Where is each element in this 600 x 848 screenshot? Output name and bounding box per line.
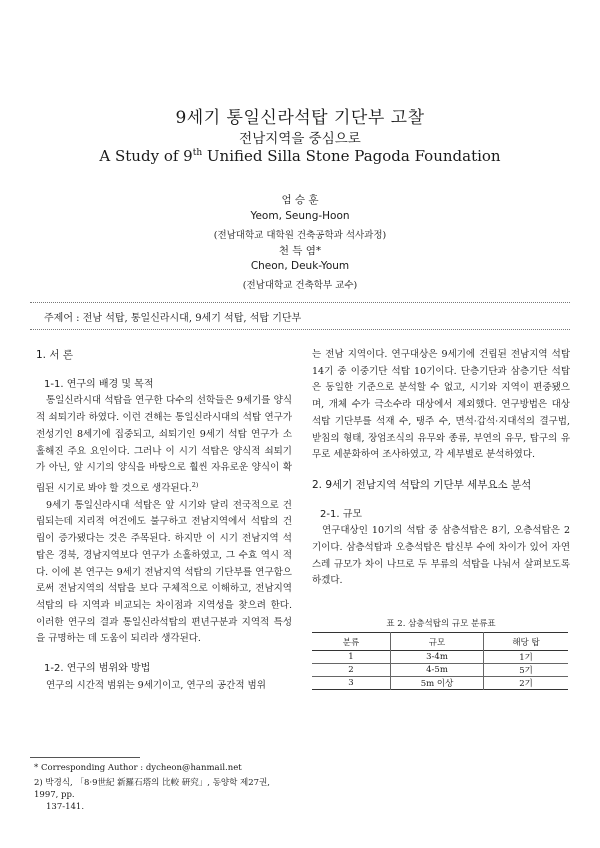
author-2-name-ko: 천 득 염* (278, 245, 322, 257)
table-cell: 2 (312, 664, 391, 677)
paragraph-4: 는 전남 지역이다. 연구대상은 9세기에 건립된 전남지역 석탑 14기 중 이중기단 석탑 10기이다. 단층기단과 삼층기단 석탑은 동일한 기준으로 분석할 수 없고, 시기와 지역이 편중됐으며, 개체 수가 극소수라 대상에서 제외했다. 연구방법은 대상 석탑 기단부를 석재 수, 탱주 수, 면석·갑석·지대석의 결구법, 받침의 형태, 장엄조식의 유무와 종류, 부연의 유무, 탑구의 유무로 세분화하여 조사하였고, 각 세부별로 분석하였다. (312, 349, 570, 461)
paper-title: 9세기 통일신라석탑 기단부 고찰 (175, 108, 425, 128)
left-column (36, 347, 292, 695)
corresponding-author-note: * Corresponding Author : dycheon@hanmail.net (34, 763, 242, 773)
table-caption: 표 2. 삼층석탑의 규모 분류표 (386, 619, 496, 629)
footnote-2-line-2: 137-141. (46, 802, 85, 812)
section-1-heading: 1. 서 론 (36, 349, 73, 361)
english-title-pre: A Study of 9 (99, 147, 193, 165)
author-1-affiliation: (전남대학교 대학원 건축공학과 석사과정) (213, 230, 387, 241)
paragraph-3: 연구의 시간적 범위는 9세기이고, 연구의 공간적 범위 (46, 679, 266, 691)
paragraph-2: 9세기 통일신라시대 석탑은 앞 시기와 달리 전국적으로 건립되는데 지리적 여건에도 불구하고 전남지역에서 석탑의 건립이 증가됐다는 것은 주목된다. 하지만 이 시기 전남지역 석탑은 경북, 경남지역보다 연구가 소홀하였고, 그 수효 역시 적다. 이에 본 연구는 9세기 전남지역 석탑의 기단부를 연구함으로써 전남지역의 석탑을 보다 구체적으로 이해하고, 전남지역 석탑의 타 지역과 비교되는 차이점과 지역성을 찾으려 한다. 이러한 연구의 결과 통일신라석탑의 편년구분과 지역적 특성을 규명하는 데 도움이 되리라 생각된다. (36, 499, 292, 645)
english-title-sup: th (192, 148, 203, 158)
table-header-row (312, 633, 568, 651)
paper-subtitle: 전남지역을 중심으로 (239, 131, 361, 147)
section-1-2-heading: 1-2. 연구의 범위와 방법 (44, 663, 151, 675)
table-row (312, 651, 568, 664)
table-cell: 1 (312, 651, 391, 664)
footnote-2-line-1: 2) 박경식, 「8·9世紀 新羅石塔의 比較 硏究」, 동양학 제27권, 1997, pp. (34, 778, 270, 800)
section-2-1-heading: 2-1. 규모 (320, 508, 363, 520)
table-cell: 5m 이상 (391, 677, 484, 690)
english-title (0, 147, 600, 165)
table-header-count: 해당 탑 (512, 637, 540, 648)
size-table-wrapper (312, 632, 568, 690)
table-cell: 3-4m (391, 651, 484, 664)
table-cell: 1기 (519, 653, 533, 663)
author-2-affiliation: (전남대학교 건축학부 교수) (242, 280, 358, 291)
table-cell: 2기 (519, 679, 533, 689)
footnote-2 (34, 777, 294, 813)
table-cell: 4-5m (391, 664, 484, 677)
keywords: 주제어 : 전남 석탑, 통일신라시대, 9세기 석탑, 석탑 기단부 (44, 313, 302, 324)
footnote-rule (30, 757, 140, 758)
paragraph-1 (36, 393, 292, 497)
section-2-heading: 2. 9세기 전남지역 석탑의 기단부 세부요소 분석 (312, 478, 532, 491)
table-cell: 3 (312, 677, 391, 690)
right-column (312, 347, 570, 590)
table-cell: 5기 (519, 666, 533, 676)
author-2-name-en: Cheon, Deuk-Youm (250, 260, 350, 272)
table-row (312, 664, 568, 677)
table-header-size: 규모 (391, 633, 484, 651)
author-1-name-ko: 엄 승 훈 (281, 194, 319, 206)
table-header-category: 분류 (312, 633, 391, 651)
author-1-name-en: Yeom, Seung-Hoon (250, 210, 350, 222)
table-row (312, 677, 568, 690)
paragraph-1-text: 통일신라시대 석탑을 연구한 다수의 선학들은 9세기를 양식적 쇠퇴기라 하였다. 이런 견해는 통일신라시대의 석탑 연구가 전성기인 8세기에 집중되고, 쇠퇴기인 9세기 석탑 연구가 소홀해진 주요 요인이다. 그러나 이 시기 석탑은 양식적 쇠퇴기가 아닌, 앞 시기의 양식을 바탕으로 훨씬 자유로운 양식이 확립된 시기로 봐야 할 것으로 생각된다. (36, 395, 292, 495)
keywords-box (30, 302, 570, 330)
section-1-1-heading: 1-1. 연구의 배경 및 목적 (44, 378, 154, 390)
footnote-ref-2: 2) (191, 480, 199, 489)
size-table (312, 632, 568, 690)
english-title-post: Unified Silla Stone Pagoda Foundation (202, 147, 501, 165)
paragraph-5: 연구대상인 10기의 석탑 중 삼층석탑은 8기, 오층석탑은 2기이다. 삼층석탑과 오층석탑은 탑신부 수에 차이가 있어 자연스레 규모가 차이 나므로 두 부류의 석탑을 나눠서 살펴보도록 하겠다. (312, 525, 570, 587)
